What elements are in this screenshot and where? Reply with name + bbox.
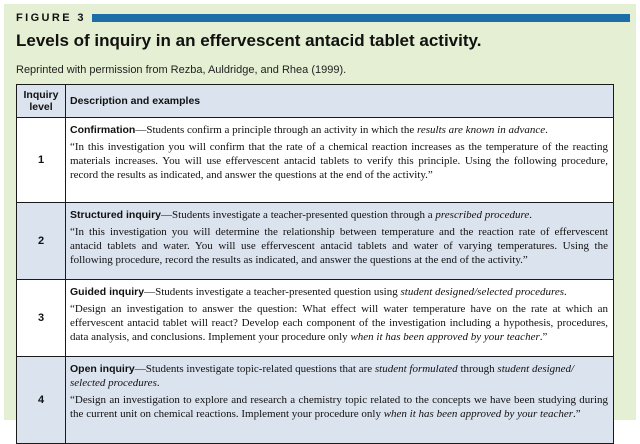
level-term: Open inquiry: [70, 363, 135, 375]
level-definition: [70, 285, 608, 299]
definition-text-end: .: [564, 286, 567, 298]
level-number: 4: [17, 357, 66, 444]
example-emphasis: when it has been approved by your teacher: [350, 331, 540, 343]
definition-text: —Students investigate a teacher-presented question through a: [161, 209, 436, 221]
example-text-end: .”: [573, 408, 581, 420]
figure-rule: [92, 14, 630, 22]
table-header-row: [17, 85, 614, 118]
example-text-end: .”: [539, 331, 548, 343]
definition-text-end: .: [545, 124, 548, 136]
level-description: [66, 280, 614, 357]
definition-emphasis: student designed/selected procedures: [400, 286, 565, 298]
table-row: [17, 280, 614, 357]
figure-label: FIGURE 3: [16, 12, 86, 24]
level-example: [70, 225, 608, 267]
header-level-line1: Inquiry: [23, 89, 59, 101]
level-definition: [70, 362, 608, 390]
table-row: [17, 203, 614, 280]
level-description: [66, 118, 614, 203]
example-text: “In this investigation you will confirm that the rate of a chemical reaction increases as the temperature of the reacting materials increases. You will use effervescent antacid tablets to verify this principle. Using the following procedure, record the results as indicated, and answer the questions at the end of the activity.”: [70, 141, 608, 181]
header-level-line2: level: [29, 101, 53, 113]
level-term: Confirmation: [70, 124, 136, 136]
level-number: 2: [17, 203, 66, 280]
level-definition: [70, 123, 608, 137]
level-description: [66, 357, 614, 444]
level-term: Guided inquiry: [70, 286, 145, 298]
header-description: Description and examples: [66, 85, 614, 118]
definition-text: —Students confirm a principle through an activity in which the: [135, 124, 417, 136]
figure-credit: Reprinted with permission from Rezba, Auldridge, and Rhea (1999).: [16, 64, 347, 76]
table-row: [17, 118, 614, 203]
definition-emphasis: prescribed procedure: [435, 209, 530, 221]
definition-text: —Students investigate a teacher-presented question using: [144, 286, 401, 298]
inquiry-levels-table: [16, 84, 614, 444]
definition-text-end: .: [156, 377, 160, 389]
level-example: [70, 140, 608, 182]
table-row: [17, 357, 614, 444]
example-text: “Design an investigation to explore and research a chemistry topic related to the concepts we have been studying during the current unit on chemical reactions. Implement your procedure only: [70, 394, 608, 420]
example-text: “Design an investigation to answer the question: What effect will water temperature have on the rate at which an effervescent antacid tablet will react? Develop each component of the investigation including a hypothesis, procedures, data analysis, and conclusions. Implement your procedure only: [70, 303, 608, 343]
definition-emphasis: results are known in advance: [417, 124, 546, 136]
example-emphasis: when it has been approved by your teacher: [383, 408, 573, 420]
definition-emphasis-2: student designed/ selected procedures: [70, 363, 575, 389]
level-number: 1: [17, 118, 66, 203]
level-example: [70, 302, 608, 344]
figure-title: Levels of inquiry in an effervescent antacid tablet activity.: [16, 31, 482, 50]
definition-emphasis: student formulated: [374, 363, 458, 375]
example-text: “In this investigation you will determine the relationship between temperature and the reaction rate of effervescent antacid tablets and water. You will use effervescent antacid tablets and water of varying temperatures. Using the following procedure, record the results as indicated, and answer the questions at the end of the activity.”: [70, 226, 608, 266]
header-inquiry-level: [17, 85, 66, 118]
figure-header: [16, 12, 630, 24]
level-description: [66, 203, 614, 280]
definition-text: —Students investigate topic-related questions that are: [134, 363, 375, 375]
level-number: 3: [17, 280, 66, 357]
level-example: [70, 393, 608, 421]
definition-text-end: .: [529, 209, 532, 221]
definition-text-mid: through: [457, 363, 498, 375]
level-term: Structured inquiry: [70, 209, 162, 221]
level-definition: [70, 208, 608, 222]
